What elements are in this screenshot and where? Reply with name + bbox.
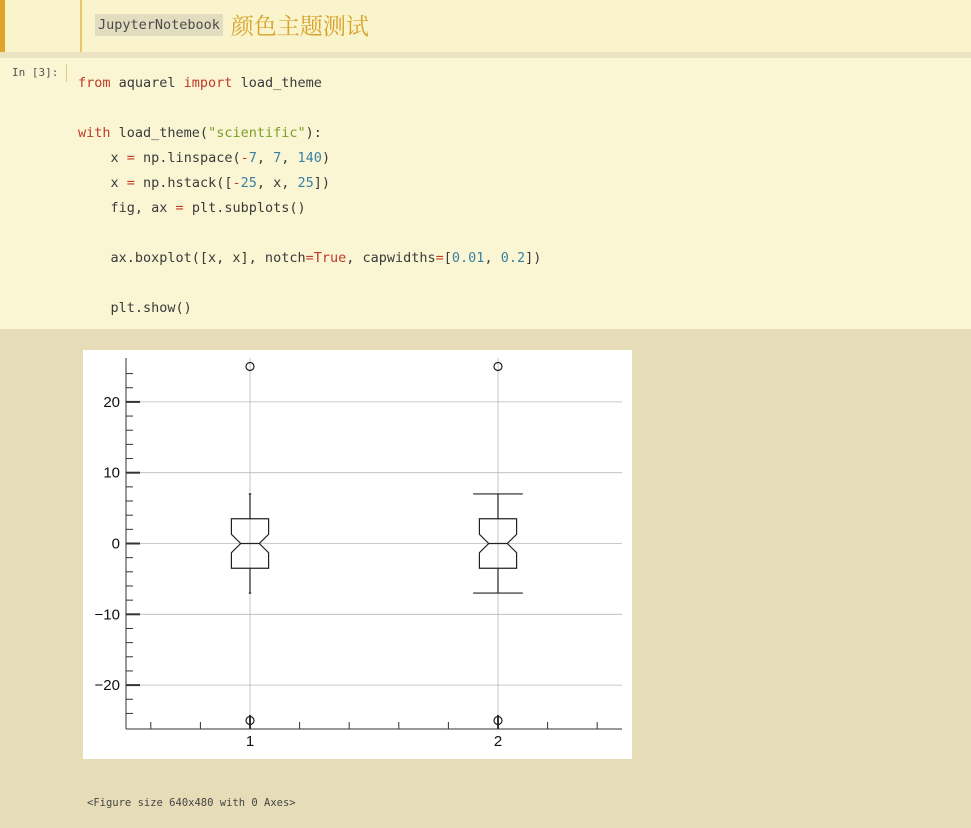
x-tick-label-0: 1	[245, 733, 255, 750]
figure-size-text: <Figure size 640x480 with 0 Axes>	[87, 797, 296, 809]
y-tick-label-1: 10	[103, 464, 120, 482]
y-tick-label-4: −20	[94, 677, 120, 695]
y-tick-label-0: 20	[103, 393, 120, 411]
heading-title: 颜色主题测试	[230, 14, 369, 40]
markdown-heading	[95, 8, 369, 41]
x-tick-label-1: 2	[493, 733, 503, 750]
heading-inline-code: JupyterNotebook	[95, 14, 223, 36]
prompt-divider	[66, 64, 67, 82]
boxplot-chart	[83, 350, 632, 759]
markdown-prompt-divider	[80, 0, 82, 52]
y-tick-label-2: 0	[111, 535, 120, 553]
code-editor[interactable]: from aquarel import load_theme with load_theme("scientific"): x = np.linspace(-7, 7, 140) x = np.hstack([-25, x, 25]) fig, ax = plt.subplots() ax.boxplot([x, x], notch=True, capwidths=[0.01, 0.2]) plt.show()	[78, 75, 542, 316]
boxplot-figure	[83, 350, 632, 759]
markdown-cell[interactable]	[0, 0, 971, 52]
input-prompt: In [3]:	[12, 66, 59, 79]
code-cell[interactable]	[0, 58, 971, 329]
y-tick-label-3: −10	[94, 606, 120, 624]
